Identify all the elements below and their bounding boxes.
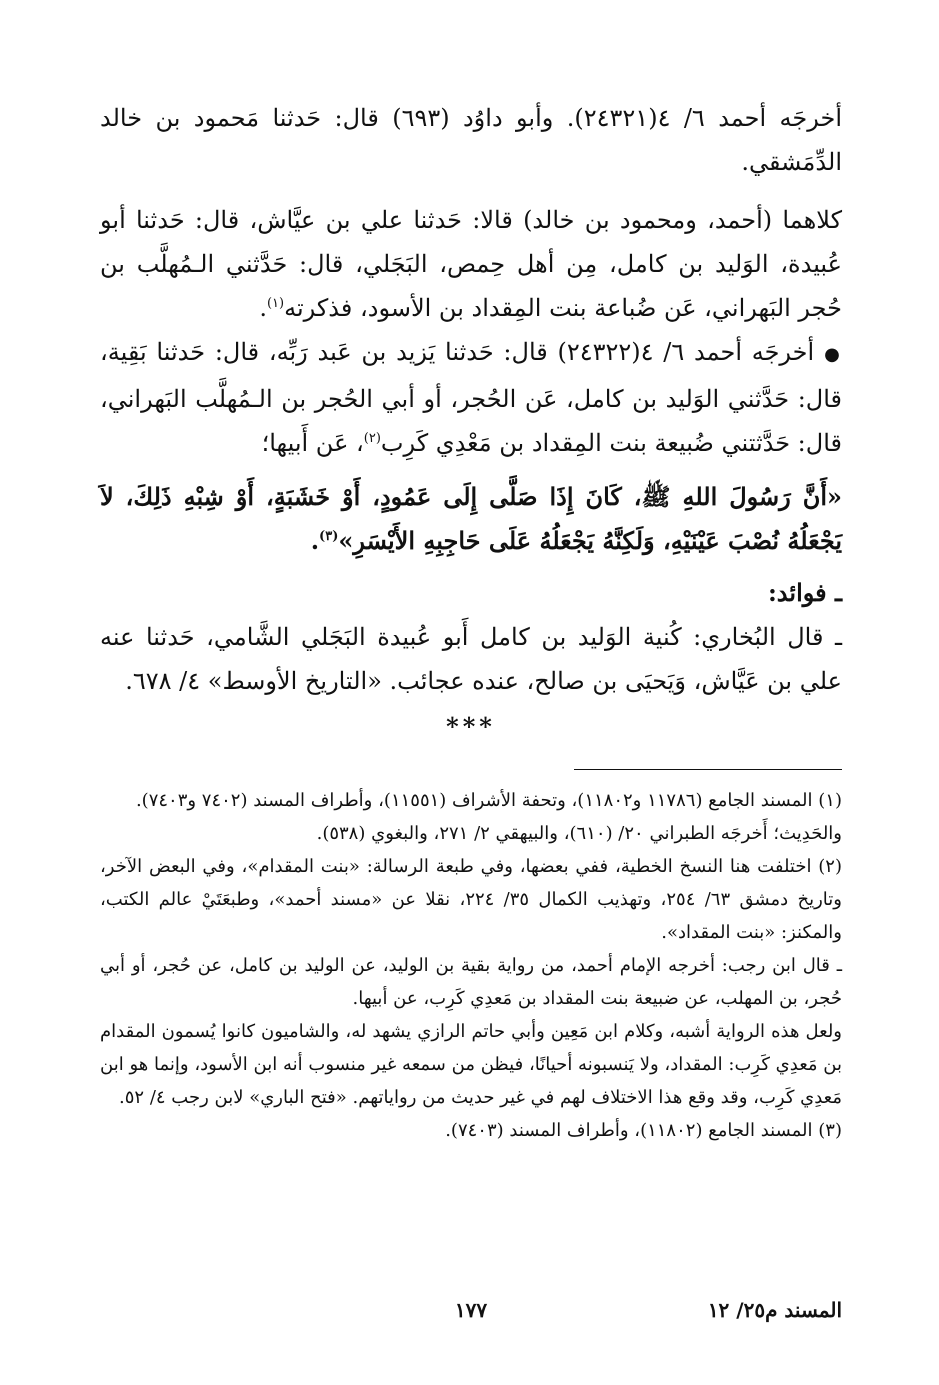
page-number: ١٧٧: [454, 1298, 488, 1322]
section-separator: ***: [446, 712, 496, 741]
footnote-2-ibn-rajab: ـ قال ابن رجب: أخرجه الإمام أحمد، من رواية بقية بن الوليد، عن الوليد بن كامل، عن حُجر، أو أبي حُجر، بن المهلب، عن ضبيعة بنت المقداد بن مَعدِي كَرِب، عن أبيها.: [100, 955, 842, 1009]
paragraph-fawaid: ـ قال البُخاري: كُنية الوَليد بن كامل أَبو عُبيدة البَجَلي الشَّامي، حَدثنا عنه علي بن عَيَّاش، وَيَحيَى بن صالح، عنده عجائب. «التاريخ الأوسط» ٤/ ٦٧٨.: [100, 623, 842, 695]
hadith-text: [100, 475, 842, 563]
hadith-end: .: [310, 526, 320, 555]
bullet-icon: ●: [824, 344, 842, 365]
footnote-3: (٣) المسند الجامع (١١٨٠٢)، وأطراف المسند (٧٤٠٣).: [445, 1120, 842, 1141]
paragraph-chain-1: [100, 198, 842, 330]
page-footer: [100, 1298, 842, 1332]
chain-end: .: [259, 294, 267, 322]
footnote-2: (٢) اختلفت هنا النسخ الخطية، ففي بعضها، وفي طبعة الرسالة: «بنت المقدام»، وفي البعض الآخر، وتاريخ دمشق ٦٣/ ٢٥٤، وتهذيب الكمال ٣٥/ ٢٢٤، نقلا عن «مسند أحمد»، وطبعَتَيْ عالم الكتب، والمكنز: «بنت المقداد».: [100, 856, 842, 943]
footnotes: [100, 784, 842, 1147]
takhrij-text: أخرجَه أحمد ٦/ ٤(٢٤٣٢٢) قال: حَدثنا يَزيد بن عَبد رَبِّه، قال: حَدثنا بَقِية، قال: حَدَّثني الوَليد بن كامل، عَن الحُجر، أو أبي الحُجر بن الـمُهلَّب البَهراني، قال: حَدَّثتني ضُبيعة بنت المِقداد بن مَعْدِي كَرِب: [100, 338, 842, 457]
volume-signature: المسند م٢٥/ ١٢: [707, 1298, 842, 1322]
footnote-2-continued: ولعل هذه الرواية أشبه، وكلام ابن مَعِين وأبي حاتم الرازي يشهد له، والشاميون كانوا يُسمون المقدام بن مَعدِي كَرِب: المقداد، ولا يَنسبونه أحيانًا، فيظن من سمعه غير منسوب أنه ابن الأسود، وإنما هو ابن مَعدِي كَرِب، وقد وقع هذا الاختلاف لهم في غير حديث من رواياتهم. «فتح الباري» لابن رجب ٤/ ٥٢.: [100, 1021, 842, 1108]
paragraph-takhrij-1: أخرجَه أحمد ٦/ ٤(٢٤٣٢١). وأبو داوُد (٦٩٣) قال: حَدثنا مَحمود بن خالد الدِّمَشقي.: [100, 104, 843, 176]
footnote-ref-2[interactable]: (٢): [363, 431, 381, 446]
hadith-matn: «أَنَّ رَسُولَ اللهِ ﷺ، كَانَ إِذَا صَلَّى إِلَى عَمُودٍ، أَوْ خَشَبَةٍ، أَوْ شِبْهِ ذَلِكَ، لاَ يَجْعَلُهُ نُصْبَ عَيْنَيْهِ، وَلَكِنَّهُ يَجْعَلُهُ عَلَى حَاجِبِهِ الأَيْسَرِ»: [100, 482, 842, 555]
takhrij-end: ، عَن أَبيها؛: [261, 429, 364, 457]
main-text: [100, 96, 842, 749]
footnote-1-continued: والحَدِيث؛ أَخرجَه الطبراني ٢٠/ (٦١٠)، والبيهقي ٢/ ٢٧١، والبغوي (٥٣٨).: [316, 823, 842, 844]
fawaid-heading: ـ فوائد:: [767, 578, 842, 607]
chain-text: كلاهما (أحمد، ومحمود بن خالد) قالا: حَدثنا علي بن عيَّاش، قال: حَدثنا أبو عُبيدة، الوَليد بن كامل، مِن أهل حِمص، البَجَلي، قال: حَدَّثني الـمُهلَّب بن حُجر البَهراني، عَن ضُباعة بنت المِقداد بن الأسود، فذكرته: [100, 206, 842, 322]
footnote-1: (١) المسند الجامع (١١٧٨٦ و١١٨٠٢)، وتحفة الأشراف (١١٥٥١)، وأطراف المسند (٧٤٠٢ و٧٤٠٣).: [135, 790, 842, 811]
footnote-ref-1[interactable]: (١): [266, 296, 285, 311]
page-content: [100, 96, 842, 1147]
paragraph-takhrij-2: [100, 330, 842, 465]
footnote-divider: [574, 769, 842, 770]
footnote-ref-3[interactable]: (٣): [319, 529, 339, 544]
